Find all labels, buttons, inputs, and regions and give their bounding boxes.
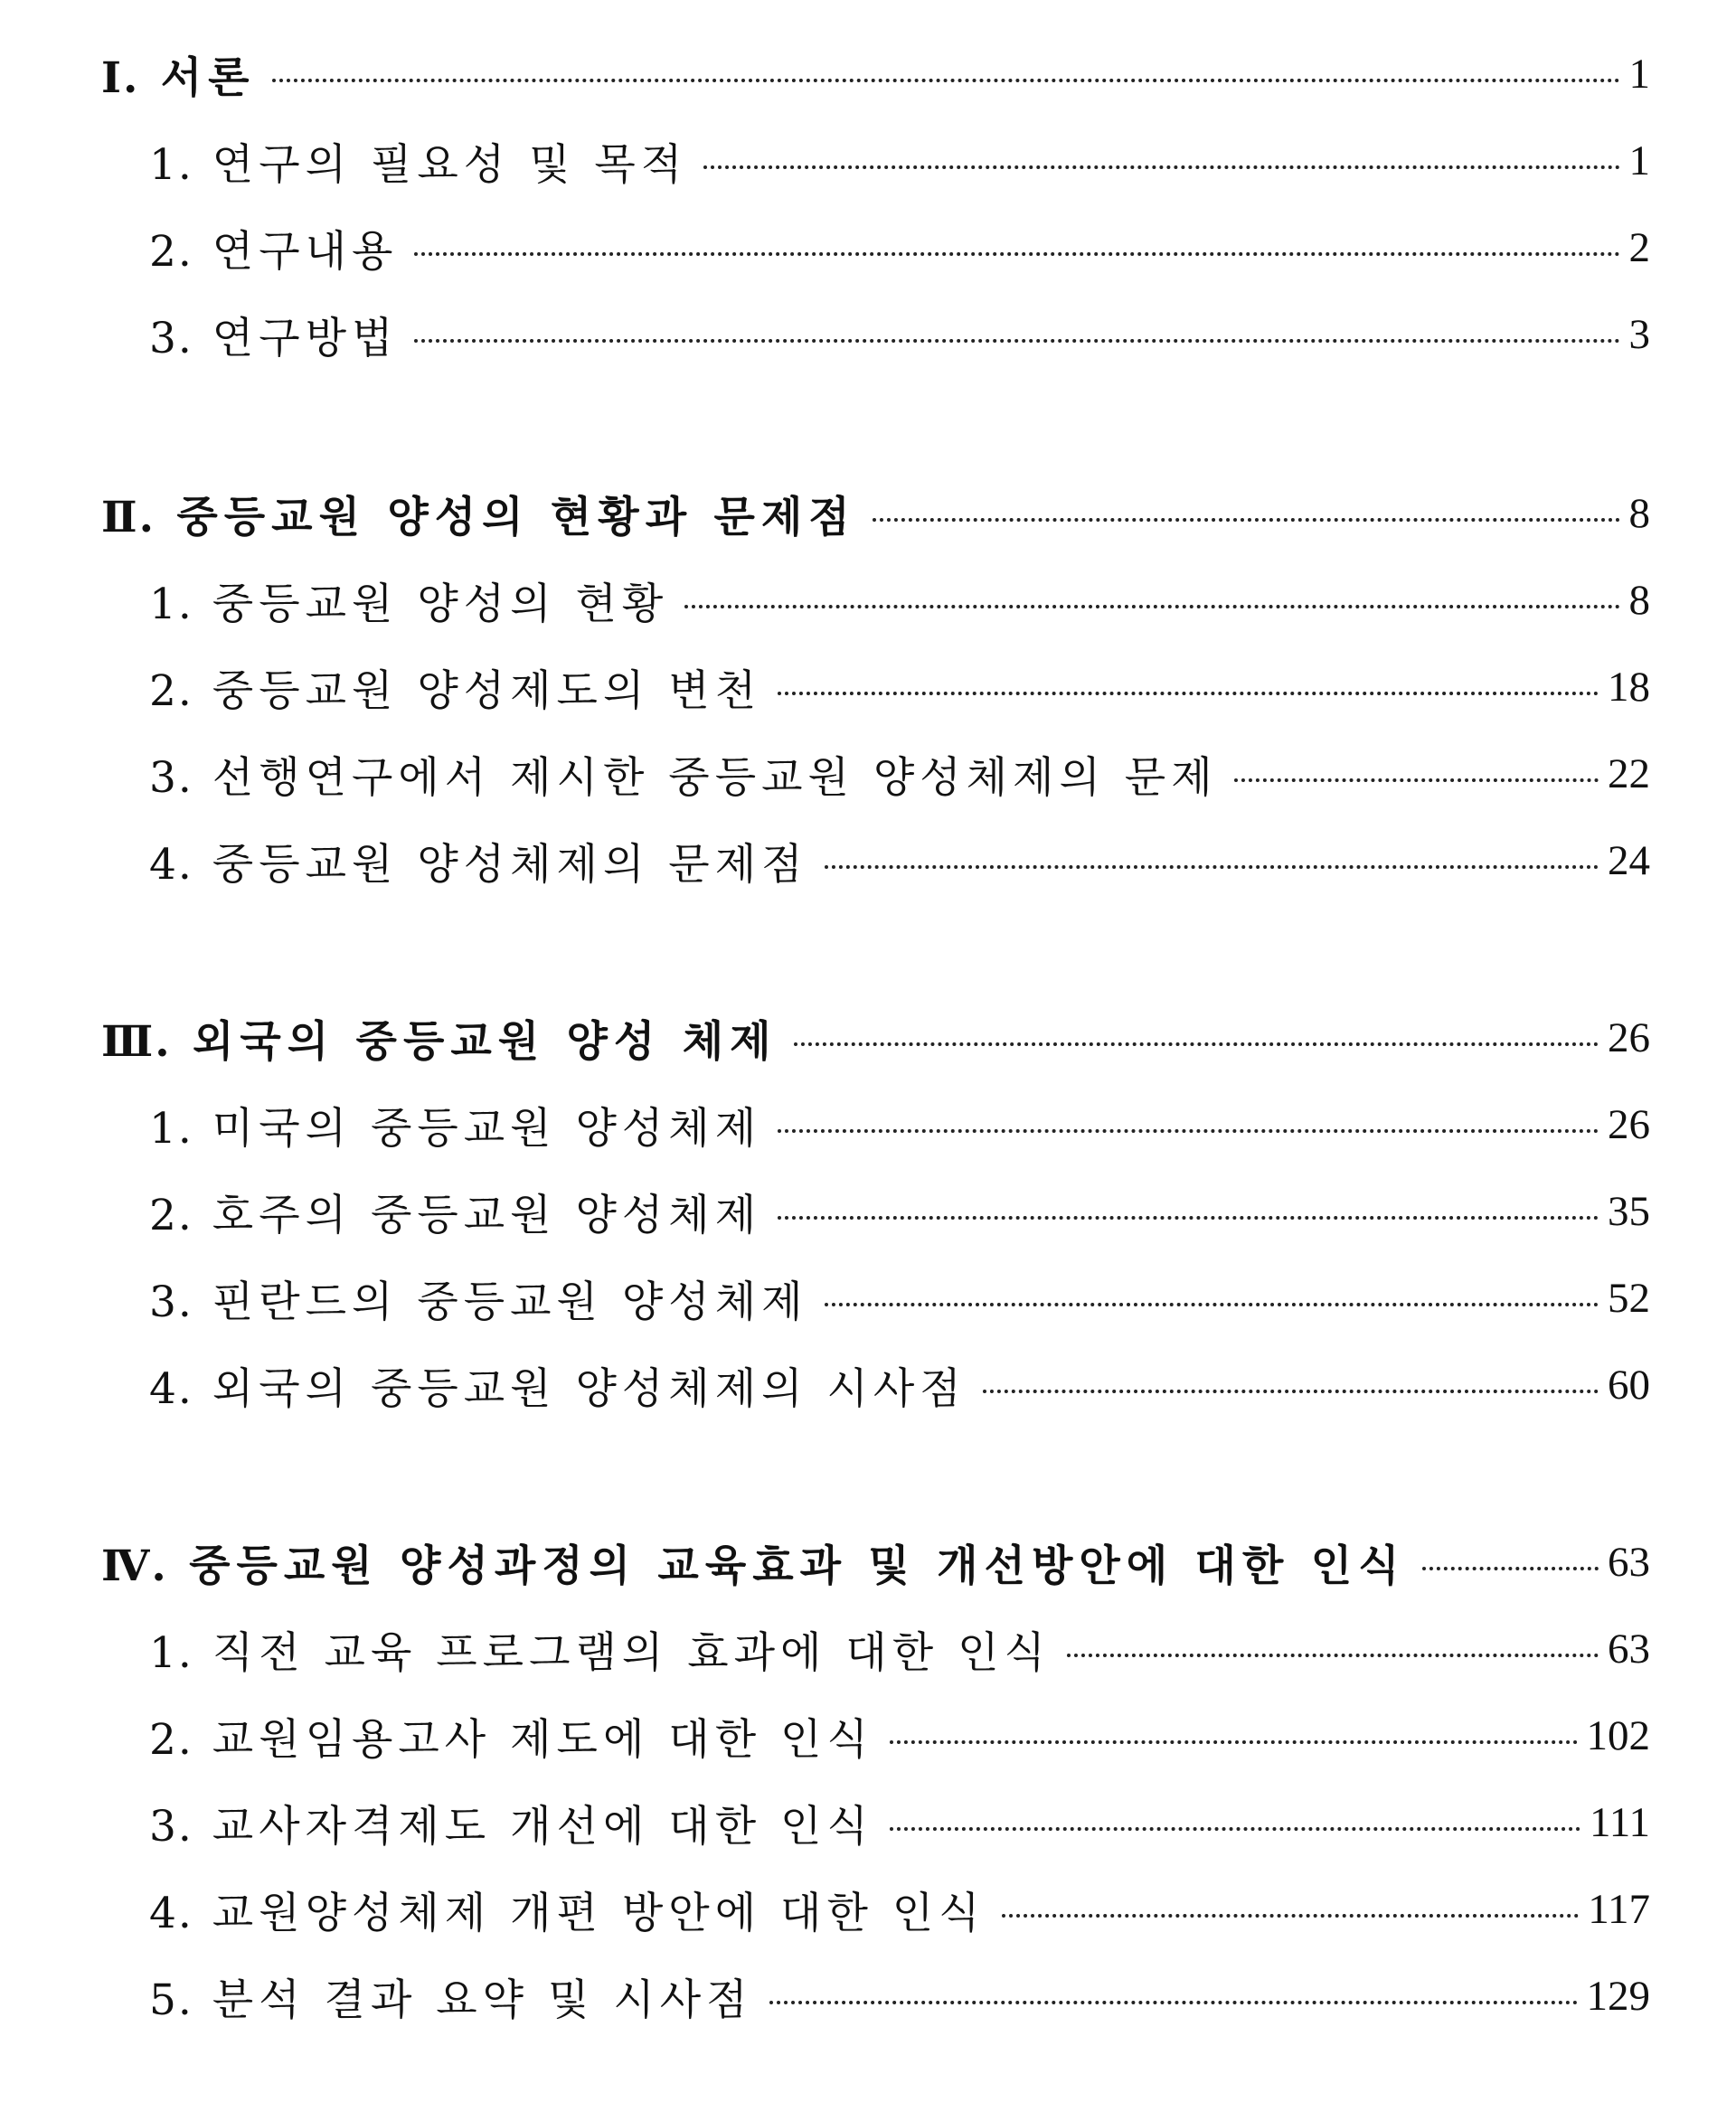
toc-item-row[interactable] [0,1779,1736,1866]
page-number: 63 [1608,1626,1650,1673]
dot-leader [1067,1654,1599,1657]
toc-item-row[interactable] [0,1342,1736,1428]
dot-leader [703,165,1619,169]
toc-item-row[interactable] [0,1953,1736,2040]
toc-item-row[interactable] [0,1255,1736,1342]
toc-chapter-row[interactable] [0,470,1736,557]
toc-item-row[interactable] [0,1168,1736,1255]
page-number: 60 [1608,1362,1650,1409]
toc-chapter-row[interactable] [0,994,1736,1081]
page-number: 26 [1608,1101,1650,1148]
toc-item-row[interactable] [0,291,1736,378]
dot-leader [684,605,1619,608]
item-title: 3. 교사자격제도 개선에 대한 인식 [149,1801,873,1852]
page-number: 35 [1608,1188,1650,1235]
dot-leader [778,1216,1599,1220]
page-number: 8 [1628,577,1650,624]
page-number: 1 [1628,137,1650,184]
toc-item-row[interactable] [0,731,1736,817]
item-title: 4. 교원양성체제 개편 방안에 대한 인식 [149,1888,986,1938]
toc-item-row[interactable] [0,1866,1736,1953]
chapter-2-section [0,470,1736,904]
dot-leader [769,2001,1578,2004]
toc-item-row[interactable] [0,118,1736,204]
item-title: 1. 연구의 필요성 및 목적 [149,139,688,190]
page-number: 8 [1628,490,1650,537]
item-title: 2. 호주의 중등교원 양성체제 [149,1190,762,1240]
item-title: 5. 분석 결과 요약 및 시사점 [149,1975,753,2025]
page-number: 102 [1586,1712,1650,1759]
item-title: 2. 연구내용 [149,226,399,277]
item-title: 3. 연구방법 [149,313,399,363]
page-number: 24 [1608,837,1650,884]
page-number: 26 [1608,1014,1650,1061]
chapter-1-section [0,31,1736,378]
toc-chapter-row[interactable] [0,1519,1736,1606]
dot-leader [890,1827,1580,1831]
page-number: 52 [1608,1275,1650,1322]
item-title: 4. 중등교원 양성체제의 문제점 [149,839,808,890]
toc-item-row[interactable] [0,204,1736,291]
page-number: 2 [1628,224,1650,271]
page-number: 1 [1628,51,1650,98]
dot-leader [983,1390,1599,1393]
dot-leader [1234,778,1599,782]
page-number: 63 [1608,1539,1650,1586]
page-number: 111 [1589,1799,1650,1846]
page-number: 129 [1586,1973,1650,2020]
toc-item-row[interactable] [0,1606,1736,1692]
toc-item-row[interactable] [0,1692,1736,1779]
dot-leader [825,865,1599,869]
chapter-title: Ⅲ. 외국의 중등교원 양성 체제 [101,1016,778,1067]
toc-item-row[interactable] [0,644,1736,731]
toc-chapter-row[interactable] [0,31,1736,118]
dot-leader [1002,1914,1580,1918]
toc-item-row[interactable] [0,557,1736,644]
item-title: 2. 중등교원 양성제도의 변천 [149,665,762,716]
dot-leader [1422,1567,1599,1570]
chapter-title: Ⅳ. 중등교원 양성과정의 교육효과 및 개선방안에 대한 인식 [101,1541,1406,1591]
dot-leader [778,1129,1599,1133]
dot-leader [414,339,1619,343]
page-number: 3 [1628,311,1650,358]
item-title: 3. 핀란드의 중등교원 양성체제 [149,1277,808,1327]
dot-leader [890,1740,1578,1744]
dot-leader [873,518,1620,522]
page-number: 18 [1608,664,1650,711]
dot-leader [272,79,1620,82]
chapter-title: Ⅱ. 중등교원 양성의 현황과 문제점 [101,492,856,542]
toc-item-row[interactable] [0,1081,1736,1168]
chapter-4-section [0,1519,1736,2040]
item-title: 3. 선행연구에서 제시한 중등교원 양성체제의 문제 [149,752,1218,803]
item-title: 1. 직전 교육 프로그램의 효과에 대한 인식 [149,1627,1051,1678]
dot-leader [825,1303,1599,1306]
item-title: 1. 중등교원 양성의 현황 [149,579,669,629]
chapter-title: Ⅰ. 서론 [101,52,256,103]
dot-leader [414,252,1619,256]
dot-leader [794,1042,1599,1046]
dot-leader [778,692,1599,695]
page-number: 22 [1608,750,1650,797]
chapter-3-section [0,994,1736,1428]
item-title: 1. 미국의 중등교원 양성체제 [149,1103,762,1154]
page-number: 117 [1588,1886,1650,1933]
item-title: 4. 외국의 중등교원 양성체제의 시사점 [149,1363,967,1414]
toc-item-row[interactable] [0,817,1736,904]
item-title: 2. 교원임용고사 제도에 대한 인식 [149,1714,873,1765]
